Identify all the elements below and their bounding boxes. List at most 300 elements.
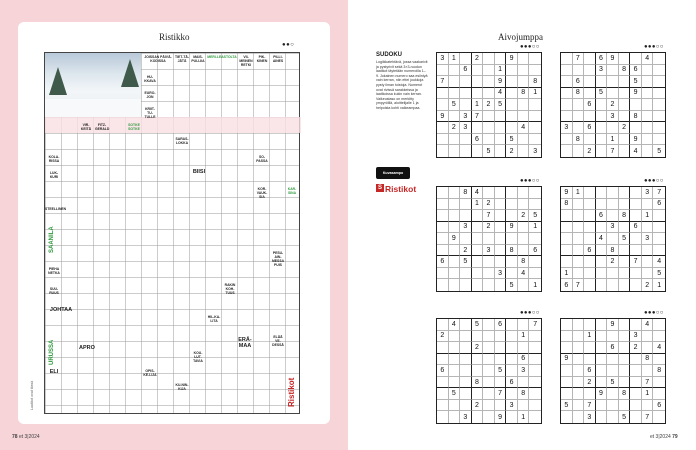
- sudoku-cell[interactable]: 8: [573, 88, 585, 100]
- sudoku-cell[interactable]: [619, 354, 631, 366]
- sudoku-cell[interactable]: [449, 377, 461, 389]
- sudoku-cell[interactable]: [630, 268, 642, 280]
- sudoku-cell[interactable]: 8: [506, 245, 518, 257]
- sudoku-cell[interactable]: [561, 331, 573, 343]
- sudoku-cell[interactable]: 2: [642, 279, 654, 291]
- sudoku-cell[interactable]: [619, 245, 631, 257]
- sudoku-cell[interactable]: [437, 342, 449, 354]
- sudoku-cell[interactable]: [472, 245, 484, 257]
- sudoku-cell[interactable]: [483, 122, 495, 134]
- sudoku-cell[interactable]: [472, 233, 484, 245]
- sudoku-cell[interactable]: 2: [437, 331, 449, 343]
- sudoku-cell[interactable]: [449, 199, 461, 211]
- sudoku-cell[interactable]: [619, 400, 631, 412]
- sudoku-cell[interactable]: [518, 134, 530, 146]
- sudoku-cell[interactable]: [506, 342, 518, 354]
- sudoku-cell[interactable]: [483, 388, 495, 400]
- sudoku-cell[interactable]: [472, 279, 484, 291]
- sudoku-cell[interactable]: [449, 134, 461, 146]
- sudoku-cell[interactable]: [483, 411, 495, 423]
- sudoku-cell[interactable]: 8: [518, 256, 530, 268]
- sudoku-cell[interactable]: 1: [529, 222, 541, 234]
- sudoku-cell[interactable]: 7: [483, 210, 495, 222]
- sudoku-cell[interactable]: 3: [460, 222, 472, 234]
- sudoku-cell[interactable]: [619, 53, 631, 65]
- sudoku-cell[interactable]: 9: [607, 319, 619, 331]
- sudoku-cell[interactable]: [619, 99, 631, 111]
- sudoku-cell[interactable]: [495, 53, 507, 65]
- sudoku-cell[interactable]: [573, 268, 585, 280]
- sudoku-cell[interactable]: 7: [495, 388, 507, 400]
- sudoku-cell[interactable]: [653, 134, 665, 146]
- sudoku-cell[interactable]: 9: [449, 233, 461, 245]
- sudoku-cell[interactable]: [472, 88, 484, 100]
- sudoku-cell[interactable]: [506, 210, 518, 222]
- sudoku-cell[interactable]: [483, 319, 495, 331]
- sudoku-cell[interactable]: [437, 187, 449, 199]
- sudoku-cell[interactable]: [529, 99, 541, 111]
- sudoku-cell[interactable]: [596, 76, 608, 88]
- sudoku-cell[interactable]: 1: [657, 281, 662, 289]
- sudoku-cell[interactable]: 5: [449, 99, 461, 111]
- sudoku-cell[interactable]: 1: [573, 187, 585, 199]
- sudoku-cell[interactable]: [460, 199, 472, 211]
- sudoku-cell[interactable]: [449, 365, 461, 377]
- sudoku-cell[interactable]: 1: [449, 53, 461, 65]
- sudoku-cell[interactable]: [460, 145, 472, 157]
- sudoku-cell[interactable]: [472, 210, 484, 222]
- sudoku-cell[interactable]: [607, 233, 619, 245]
- sudoku-cell[interactable]: [584, 222, 596, 234]
- sudoku-cell[interactable]: 4: [653, 256, 665, 268]
- sudoku-cell[interactable]: [437, 279, 449, 291]
- sudoku-cell[interactable]: 9: [506, 222, 518, 234]
- sudoku-cell[interactable]: 8: [619, 388, 631, 400]
- sudoku-cell[interactable]: [619, 76, 631, 88]
- sudoku-cell[interactable]: [495, 111, 507, 123]
- sudoku-cell[interactable]: [573, 65, 585, 77]
- sudoku-cell[interactable]: [518, 319, 530, 331]
- sudoku-cell[interactable]: [460, 319, 472, 331]
- sudoku-cell[interactable]: 4: [642, 53, 654, 65]
- sudoku-cell[interactable]: [472, 354, 484, 366]
- sudoku-cell[interactable]: [561, 233, 573, 245]
- sudoku-cell[interactable]: 3: [584, 411, 596, 423]
- sudoku-cell[interactable]: [495, 256, 507, 268]
- sudoku-cell[interactable]: [529, 65, 541, 77]
- sudoku-cell[interactable]: [561, 222, 573, 234]
- sudoku-cell[interactable]: 9: [596, 388, 608, 400]
- sudoku-cell[interactable]: 2: [483, 99, 495, 111]
- sudoku-cell[interactable]: [495, 245, 507, 257]
- sudoku-cell[interactable]: [561, 388, 573, 400]
- sudoku-cell[interactable]: [642, 65, 654, 77]
- sudoku-cell[interactable]: [495, 122, 507, 134]
- sudoku-cell[interactable]: [607, 210, 619, 222]
- sudoku-cell[interactable]: [518, 342, 530, 354]
- sudoku-cell[interactable]: [506, 187, 518, 199]
- sudoku-cell[interactable]: 5: [506, 134, 518, 146]
- sudoku-cell[interactable]: 6: [561, 279, 573, 291]
- sudoku-cell[interactable]: [460, 400, 472, 412]
- sudoku-cell[interactable]: [460, 331, 472, 343]
- sudoku-cell[interactable]: [529, 268, 541, 280]
- sudoku-cell[interactable]: 6: [584, 365, 596, 377]
- sudoku-cell[interactable]: [607, 65, 619, 77]
- sudoku-cell[interactable]: 8: [619, 65, 631, 77]
- sudoku-cell[interactable]: 4: [495, 88, 507, 100]
- sudoku-cell[interactable]: [561, 134, 573, 146]
- sudoku-cell[interactable]: [596, 377, 608, 389]
- sudoku-cell[interactable]: [437, 354, 449, 366]
- sudoku-cell[interactable]: [584, 268, 596, 280]
- sudoku-cell[interactable]: [630, 233, 642, 245]
- sudoku-cell[interactable]: [573, 319, 585, 331]
- sudoku-cell[interactable]: 3: [460, 111, 472, 123]
- sudoku-cell[interactable]: [619, 222, 631, 234]
- sudoku-cell[interactable]: [561, 319, 573, 331]
- sudoku-cell[interactable]: 5: [506, 279, 518, 291]
- sudoku-cell[interactable]: [573, 233, 585, 245]
- sudoku-cell[interactable]: [437, 65, 449, 77]
- sudoku-cell[interactable]: [584, 342, 596, 354]
- sudoku-cell[interactable]: [630, 210, 642, 222]
- sudoku-cell[interactable]: 3: [596, 65, 608, 77]
- sudoku-cell[interactable]: [561, 53, 573, 65]
- sudoku-cell[interactable]: [561, 365, 573, 377]
- sudoku-cell[interactable]: [460, 377, 472, 389]
- sudoku-cell[interactable]: [630, 187, 642, 199]
- sudoku-cell[interactable]: 7: [630, 256, 642, 268]
- sudoku-cell[interactable]: [472, 365, 484, 377]
- sudoku-cell[interactable]: 8: [518, 388, 530, 400]
- sudoku-cell[interactable]: [529, 342, 541, 354]
- sudoku-cell[interactable]: [642, 111, 654, 123]
- sudoku-cell[interactable]: [449, 279, 461, 291]
- sudoku-cell[interactable]: 1: [642, 210, 654, 222]
- sudoku-cell[interactable]: [607, 400, 619, 412]
- sudoku-cell[interactable]: [630, 279, 642, 291]
- sudoku-cell[interactable]: [529, 377, 541, 389]
- sudoku-cell[interactable]: 3: [460, 411, 472, 423]
- sudoku-cell[interactable]: [529, 134, 541, 146]
- sudoku-cell[interactable]: [529, 354, 541, 366]
- sudoku-cell[interactable]: 6: [495, 319, 507, 331]
- sudoku-cell[interactable]: 6: [596, 210, 608, 222]
- sudoku-cell[interactable]: [495, 187, 507, 199]
- sudoku-cell[interactable]: [653, 122, 665, 134]
- sudoku-cell[interactable]: [495, 233, 507, 245]
- sudoku-cell[interactable]: [437, 411, 449, 423]
- sudoku-cell[interactable]: 8: [518, 88, 530, 100]
- sudoku-cell[interactable]: [619, 279, 631, 291]
- sudoku-cell[interactable]: 5: [472, 319, 484, 331]
- sudoku-cell[interactable]: [596, 122, 608, 134]
- sudoku-cell[interactable]: 1: [472, 99, 484, 111]
- sudoku-cell[interactable]: [653, 53, 665, 65]
- sudoku-cell[interactable]: 2: [460, 245, 472, 257]
- sudoku-cell[interactable]: 2: [630, 342, 642, 354]
- sudoku-cell[interactable]: 3: [460, 122, 472, 134]
- sudoku-cell[interactable]: [460, 76, 472, 88]
- sudoku-cell[interactable]: [596, 134, 608, 146]
- sudoku-cell[interactable]: [518, 222, 530, 234]
- sudoku-cell[interactable]: [518, 53, 530, 65]
- sudoku-cell[interactable]: [495, 377, 507, 389]
- sudoku-cell[interactable]: 3: [533, 147, 538, 155]
- sudoku-cell[interactable]: [518, 233, 530, 245]
- sudoku-cell[interactable]: 1: [584, 331, 596, 343]
- sudoku-cell[interactable]: [449, 331, 461, 343]
- sudoku-cell[interactable]: 5: [529, 210, 541, 222]
- sudoku-cell[interactable]: [449, 145, 461, 157]
- sudoku-cell[interactable]: [460, 354, 472, 366]
- sudoku-cell[interactable]: [437, 145, 449, 157]
- sudoku-cell[interactable]: [619, 331, 631, 343]
- sudoku-cell[interactable]: 8: [653, 365, 665, 377]
- sudoku-grid[interactable]: [436, 318, 542, 424]
- sudoku-cell[interactable]: 7: [584, 400, 596, 412]
- sudoku-cell[interactable]: [472, 331, 484, 343]
- sudoku-cell[interactable]: [506, 388, 518, 400]
- sudoku-cell[interactable]: [506, 256, 518, 268]
- sudoku-cell[interactable]: [642, 122, 654, 134]
- sudoku-cell[interactable]: [483, 377, 495, 389]
- sudoku-cell[interactable]: 6: [607, 342, 619, 354]
- sudoku-cell[interactable]: [619, 187, 631, 199]
- sudoku-cell[interactable]: 2: [518, 210, 530, 222]
- sudoku-cell[interactable]: [518, 111, 530, 123]
- sudoku-cell[interactable]: [483, 53, 495, 65]
- sudoku-cell[interactable]: [653, 233, 665, 245]
- sudoku-cell[interactable]: [460, 53, 472, 65]
- sudoku-cell[interactable]: 4: [518, 268, 530, 280]
- sudoku-cell[interactable]: [584, 76, 596, 88]
- sudoku-cell[interactable]: [529, 365, 541, 377]
- sudoku-cell[interactable]: 5: [483, 145, 495, 157]
- sudoku-cell[interactable]: 9: [561, 354, 573, 366]
- sudoku-cell[interactable]: [596, 400, 608, 412]
- sudoku-cell[interactable]: [607, 199, 619, 211]
- sudoku-cell[interactable]: [584, 111, 596, 123]
- sudoku-cell[interactable]: [630, 199, 642, 211]
- sudoku-cell[interactable]: [607, 122, 619, 134]
- sudoku-cell[interactable]: [653, 388, 665, 400]
- sudoku-cell[interactable]: [630, 365, 642, 377]
- sudoku-cell[interactable]: [518, 99, 530, 111]
- sudoku-cell[interactable]: [529, 122, 541, 134]
- sudoku-cell[interactable]: 5: [561, 400, 573, 412]
- sudoku-cell[interactable]: 4: [449, 319, 461, 331]
- sudoku-cell[interactable]: [584, 354, 596, 366]
- sudoku-cell[interactable]: [596, 256, 608, 268]
- sudoku-cell[interactable]: [573, 245, 585, 257]
- sudoku-cell[interactable]: [561, 245, 573, 257]
- sudoku-cell[interactable]: 5: [630, 76, 642, 88]
- sudoku-cell[interactable]: 6: [584, 122, 596, 134]
- sudoku-cell[interactable]: [630, 99, 642, 111]
- sudoku-cell[interactable]: 2: [607, 256, 619, 268]
- sudoku-cell[interactable]: [642, 331, 654, 343]
- sudoku-cell[interactable]: [495, 210, 507, 222]
- sudoku-cell[interactable]: [506, 331, 518, 343]
- sudoku-cell[interactable]: [506, 76, 518, 88]
- sudoku-cell[interactable]: 2: [472, 400, 484, 412]
- sudoku-cell[interactable]: [653, 111, 665, 123]
- sudoku-cell[interactable]: 5: [495, 365, 507, 377]
- sudoku-cell[interactable]: [607, 388, 619, 400]
- sudoku-cell[interactable]: [607, 411, 619, 423]
- sudoku-cell[interactable]: [619, 342, 631, 354]
- sudoku-cell[interactable]: 2: [483, 199, 495, 211]
- sudoku-cell[interactable]: 2: [483, 222, 495, 234]
- sudoku-cell[interactable]: [561, 377, 573, 389]
- sudoku-cell[interactable]: [529, 400, 541, 412]
- sudoku-cell[interactable]: 6: [596, 53, 608, 65]
- sudoku-cell[interactable]: [506, 268, 518, 280]
- sudoku-cell[interactable]: [472, 268, 484, 280]
- sudoku-cell[interactable]: [653, 245, 665, 257]
- sudoku-cell[interactable]: 6: [573, 76, 585, 88]
- sudoku-grid[interactable]: [560, 318, 666, 424]
- sudoku-cell[interactable]: [584, 88, 596, 100]
- sudoku-cell[interactable]: [495, 354, 507, 366]
- sudoku-cell[interactable]: [506, 411, 518, 423]
- sudoku-cell[interactable]: 8: [460, 187, 472, 199]
- sudoku-cell[interactable]: 7: [573, 53, 585, 65]
- sudoku-cell[interactable]: [630, 388, 642, 400]
- sudoku-cell[interactable]: [596, 245, 608, 257]
- sudoku-cell[interactable]: [483, 331, 495, 343]
- sudoku-cell[interactable]: [573, 199, 585, 211]
- sudoku-cell[interactable]: [506, 319, 518, 331]
- sudoku-cell[interactable]: [653, 222, 665, 234]
- sudoku-cell[interactable]: [584, 233, 596, 245]
- sudoku-cell[interactable]: 8: [630, 111, 642, 123]
- sudoku-cell[interactable]: [561, 65, 573, 77]
- sudoku-cell[interactable]: [437, 319, 449, 331]
- sudoku-cell[interactable]: 5: [495, 99, 507, 111]
- sudoku-cell[interactable]: [472, 76, 484, 88]
- sudoku-cell[interactable]: 2: [449, 122, 461, 134]
- sudoku-cell[interactable]: [483, 65, 495, 77]
- sudoku-cell[interactable]: [619, 365, 631, 377]
- sudoku-cell[interactable]: [495, 342, 507, 354]
- sudoku-cell[interactable]: [619, 88, 631, 100]
- sudoku-cell[interactable]: 6: [653, 400, 665, 412]
- sudoku-cell[interactable]: [483, 233, 495, 245]
- sudoku-cell[interactable]: [561, 342, 573, 354]
- sudoku-cell[interactable]: 7: [573, 279, 585, 291]
- sudoku-cell[interactable]: [573, 411, 585, 423]
- sudoku-cell[interactable]: [642, 199, 654, 211]
- sudoku-cell[interactable]: 9: [561, 187, 573, 199]
- sudoku-cell[interactable]: 2: [472, 342, 484, 354]
- sudoku-cell[interactable]: [630, 53, 642, 65]
- sudoku-cell[interactable]: [518, 65, 530, 77]
- sudoku-cell[interactable]: 9: [495, 76, 507, 88]
- sudoku-cell[interactable]: 5: [619, 411, 631, 423]
- sudoku-cell[interactable]: [518, 400, 530, 412]
- sudoku-cell[interactable]: 3: [518, 365, 530, 377]
- sudoku-cell[interactable]: [472, 145, 484, 157]
- sudoku-cell[interactable]: [495, 145, 507, 157]
- sudoku-cell[interactable]: [653, 331, 665, 343]
- sudoku-cell[interactable]: [596, 319, 608, 331]
- sudoku-cell[interactable]: [483, 76, 495, 88]
- sudoku-cell[interactable]: [506, 65, 518, 77]
- sudoku-cell[interactable]: [460, 342, 472, 354]
- sudoku-cell[interactable]: [518, 245, 530, 257]
- sudoku-cell[interactable]: 1: [472, 199, 484, 211]
- sudoku-cell[interactable]: [561, 210, 573, 222]
- sudoku-cell[interactable]: [642, 76, 654, 88]
- sudoku-cell[interactable]: [460, 233, 472, 245]
- sudoku-cell[interactable]: [506, 365, 518, 377]
- sudoku-cell[interactable]: [472, 122, 484, 134]
- sudoku-cell[interactable]: [460, 388, 472, 400]
- sudoku-cell[interactable]: [506, 233, 518, 245]
- sudoku-cell[interactable]: [653, 319, 665, 331]
- sudoku-cell[interactable]: [642, 145, 654, 157]
- sudoku-cell[interactable]: [607, 187, 619, 199]
- sudoku-cell[interactable]: [561, 99, 573, 111]
- sudoku-cell[interactable]: 4: [472, 187, 484, 199]
- sudoku-cell[interactable]: 2: [607, 99, 619, 111]
- sudoku-cell[interactable]: 2: [619, 122, 631, 134]
- sudoku-cell[interactable]: [529, 111, 541, 123]
- sudoku-cell[interactable]: [642, 134, 654, 146]
- sudoku-cell[interactable]: 6: [584, 99, 596, 111]
- sudoku-cell[interactable]: 5: [653, 268, 665, 280]
- sudoku-cell[interactable]: 3: [506, 400, 518, 412]
- sudoku-cell[interactable]: [596, 222, 608, 234]
- sudoku-cell[interactable]: 4: [596, 233, 608, 245]
- sudoku-cell[interactable]: 7: [642, 377, 654, 389]
- sudoku-cell[interactable]: [653, 76, 665, 88]
- sudoku-cell[interactable]: [506, 354, 518, 366]
- sudoku-cell[interactable]: [483, 268, 495, 280]
- sudoku-cell[interactable]: 3: [642, 233, 654, 245]
- sudoku-cell[interactable]: [573, 354, 585, 366]
- sudoku-cell[interactable]: 1: [561, 268, 573, 280]
- crossword-grid[interactable]: [44, 52, 300, 414]
- sudoku-cell[interactable]: 1: [529, 88, 541, 100]
- sudoku-cell[interactable]: [573, 400, 585, 412]
- sudoku-cell[interactable]: [619, 145, 631, 157]
- sudoku-cell[interactable]: 7: [607, 145, 619, 157]
- sudoku-cell[interactable]: [619, 319, 631, 331]
- sudoku-cell[interactable]: 5: [596, 88, 608, 100]
- sudoku-cell[interactable]: 2: [472, 53, 484, 65]
- sudoku-cell[interactable]: 8: [472, 377, 484, 389]
- sudoku-cell[interactable]: [596, 99, 608, 111]
- sudoku-cell[interactable]: [607, 268, 619, 280]
- sudoku-cell[interactable]: [596, 268, 608, 280]
- sudoku-cell[interactable]: 6: [437, 365, 449, 377]
- sudoku-cell[interactable]: [506, 122, 518, 134]
- sudoku-cell[interactable]: [573, 210, 585, 222]
- sudoku-cell[interactable]: [495, 134, 507, 146]
- sudoku-cell[interactable]: [607, 279, 619, 291]
- sudoku-grid[interactable]: [436, 52, 542, 158]
- sudoku-cell[interactable]: [573, 145, 585, 157]
- sudoku-cell[interactable]: [449, 256, 461, 268]
- sudoku-cell[interactable]: [472, 388, 484, 400]
- sudoku-cell[interactable]: [630, 354, 642, 366]
- sudoku-cell[interactable]: [584, 53, 596, 65]
- sudoku-cell[interactable]: [573, 331, 585, 343]
